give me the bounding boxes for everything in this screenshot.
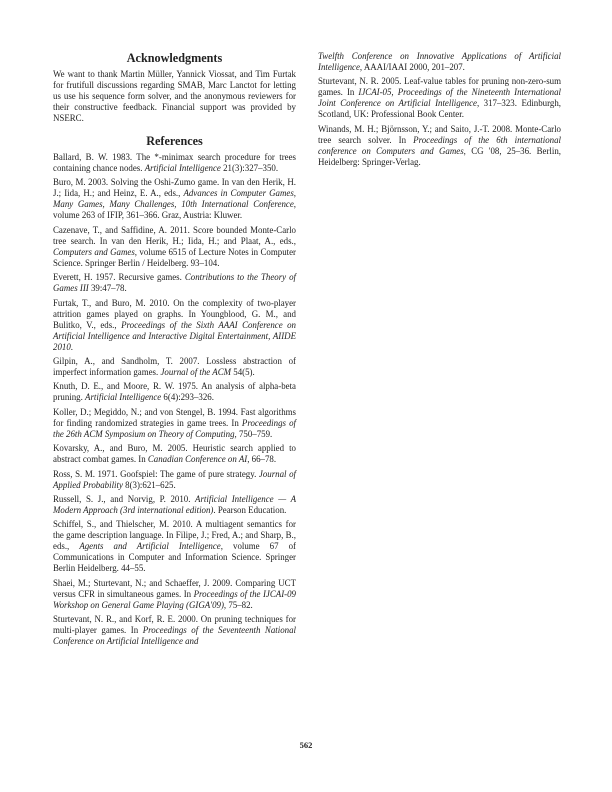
references-list-right — [318, 51, 561, 168]
reference-title: Computers and Games — [53, 246, 135, 257]
reference-title: Contributions to the Theory of Games III — [53, 272, 296, 294]
reference-title: Proceedings of the Sixth AAAI Conference on Artificial Intelligence and Interactive Digital Entertainment, AIIDE 2010 — [53, 319, 296, 352]
reference-entry — [53, 519, 296, 574]
reference-entry — [53, 578, 296, 611]
reference-text: Furtak, T., and Buro, M. 2010. On the complexity of two-player attrition games played on graphs. In Youngblood, G. M., and Bulitko, V., eds., — [53, 297, 296, 330]
reference-entry — [53, 272, 296, 294]
references-section — [53, 134, 296, 647]
reference-details: , 75–82. — [223, 599, 253, 610]
acknowledgments-section — [53, 51, 296, 124]
reference-title: Artificial Intelligence — A Modern Approach (3rd international edition) — [53, 493, 296, 515]
reference-entry — [53, 407, 296, 440]
reference-entry — [53, 614, 296, 647]
reference-details: , 66–78. — [247, 454, 277, 465]
reference-entry — [318, 51, 561, 73]
reference-entry — [318, 76, 561, 120]
reference-text: Buro, M. 2003. Solving the Oshi-Zumo game. In van den Herik, H. J.; Iida, H.; and Heinz, E. A., eds., — [53, 177, 296, 199]
reference-text: Everett, H. 1957. Recursive games. — [53, 272, 185, 283]
reference-text: Sturtevant, N. R., and Korf, R. E. 2000. On pruning techniques for multi-player games. In — [53, 614, 296, 636]
reference-entry — [53, 381, 296, 403]
references-heading: References — [146, 134, 203, 148]
references-list-left — [53, 152, 296, 647]
reference-title: Canadian Conference on AI — [147, 454, 248, 465]
reference-details: , volume 263 of IFIP, 361–366. Graz, Austria: Kluwer. — [53, 199, 296, 221]
reference-text: Kovarsky, A., and Buro, M. 2005. Heuristic search applied to abstract combat games. In — [53, 443, 296, 465]
reference-details: . — [70, 341, 73, 352]
reference-title: Proceedings of the 6th international conference on Computers and Games — [318, 134, 561, 156]
reference-text: Knuth, D. E., and Moore, R. W. 1975. An analysis of alpha-beta pruning. — [53, 381, 296, 403]
right-column — [318, 51, 561, 171]
reference-entry — [53, 494, 296, 516]
acknowledgments-text: We want to thank Martin Müller, Yannick Viossat, and Tim Furtak for frutifull discussions regarding SMAB, Marc Lanctot for letting us use his sequence form solver, and the anonymous reviewers for their constructive feedback. Financial support was provided by NSERC. — [53, 69, 296, 123]
acknowledgments-heading: Acknowledgments — [126, 51, 223, 65]
reference-entry — [53, 443, 296, 465]
reference-entry — [53, 356, 296, 378]
reference-text: Koller, D.; Megiddo, N.; and von Stengel, B. 1994. Fast algorithms for finding randomized strategies in game trees. In — [53, 406, 296, 428]
reference-title: Advances in Computer Games, Many Games, Many Challenges, 10th International Conference — [53, 188, 296, 210]
reference-entry — [53, 177, 296, 221]
reference-text: Winands, M. H.; Björnsson, Y.; and Saito, J.-T. 2008. Monte-Carlo tree search solver. In — [318, 123, 561, 145]
reference-text: Sturtevant, N. R. 2005. Leaf-value tables for pruning non-zero-sum games. In — [318, 76, 561, 98]
reference-text: Ballard, B. W. 1983. The *-minimax search procedure for trees containing chance nodes. — [53, 152, 296, 173]
reference-title: Artificial Intelligence — [144, 163, 221, 173]
reference-entry — [53, 298, 296, 353]
reference-entry — [53, 152, 296, 174]
reference-details: , 750–759. — [234, 428, 273, 439]
reference-details: , volume 6515 of Lecture Notes in Computer Science. Springer Berlin / Heidelberg. 93–104. — [53, 246, 296, 268]
reference-text: Gilpin, A., and Sandholm, T. 2007. Lossless abstraction of imperfect information games. — [53, 355, 296, 377]
reference-entry — [318, 124, 561, 168]
reference-title: IJCAI-05, Proceedings of the Nineteenth International Joint Conference on Artificial Intelligence — [318, 87, 561, 109]
reference-title: Proceedings of the Seventeenth National Conference on Artificial Intelligence and — [53, 625, 296, 647]
left-column — [53, 51, 296, 650]
reference-details: . Pearson Education. — [213, 504, 287, 515]
reference-title: Proceedings of the 26th ACM Symposium on Theory of Computing — [53, 417, 296, 439]
reference-details: , volume 67 of Communications in Computer and Information Science. Springer Berlin Heidelberg. 44–55. — [53, 541, 296, 574]
reference-details: 21(3):327–350. — [220, 163, 279, 173]
reference-text: Schiffel, S., and Thielscher, M. 2010. A multiagent semantics for the game description language. In Filipe, J.; Fred, A.; and Sharp, B., eds., — [53, 519, 296, 552]
reference-details: , AAAI/IAAI 2000, 201–207. — [359, 62, 465, 72]
reference-entry — [53, 469, 296, 491]
reference-text: Russell, S. J., and Norvig, P. 2010. — [53, 493, 196, 504]
reference-details: , CG '08, 25–36. Berlin, Heidelberg: Springer-Verlag. — [318, 145, 561, 167]
reference-title: Proceedings of the IJCAI-09 Workshop on General Game Playing (GIGA'09) — [53, 588, 296, 610]
reference-title: Journal of Applied Probability — [53, 468, 296, 490]
reference-details: 8(3):621–625. — [122, 479, 176, 490]
reference-text: Ross, S. M. 1971. Goofspiel: The game of pure strategy. — [53, 468, 259, 479]
reference-details: , 317–323. Edinburgh, Scotland, UK: Professional Book Center. — [318, 98, 561, 120]
reference-text: Shaei, M.; Sturtevant, N.; and Schaeffer, J. 2009. Comparing UCT versus CFR in simultaneous games. In — [53, 577, 296, 599]
reference-text: Cazenave, T., and Saffidine, A. 2011. Score bounded Monte-Carlo tree search. In van den Herik, H.; Iida, H.; and Plaat, A., eds., — [53, 224, 296, 246]
reference-details: 54(5). — [231, 366, 255, 377]
reference-details: 6(4):293–326. — [161, 392, 214, 403]
reference-title: Twelfth Conference on Innovative Applications of Artificial Intelligence — [318, 51, 561, 72]
reference-title: Artificial Intelligence — [85, 392, 162, 403]
reference-entry — [53, 225, 296, 269]
reference-details: 39:47–78. — [88, 283, 127, 294]
reference-title: Agents and Artificial Intelligence — [79, 541, 221, 552]
page-number: 562 — [299, 740, 313, 750]
reference-title: Journal of the ACM — [160, 366, 232, 377]
